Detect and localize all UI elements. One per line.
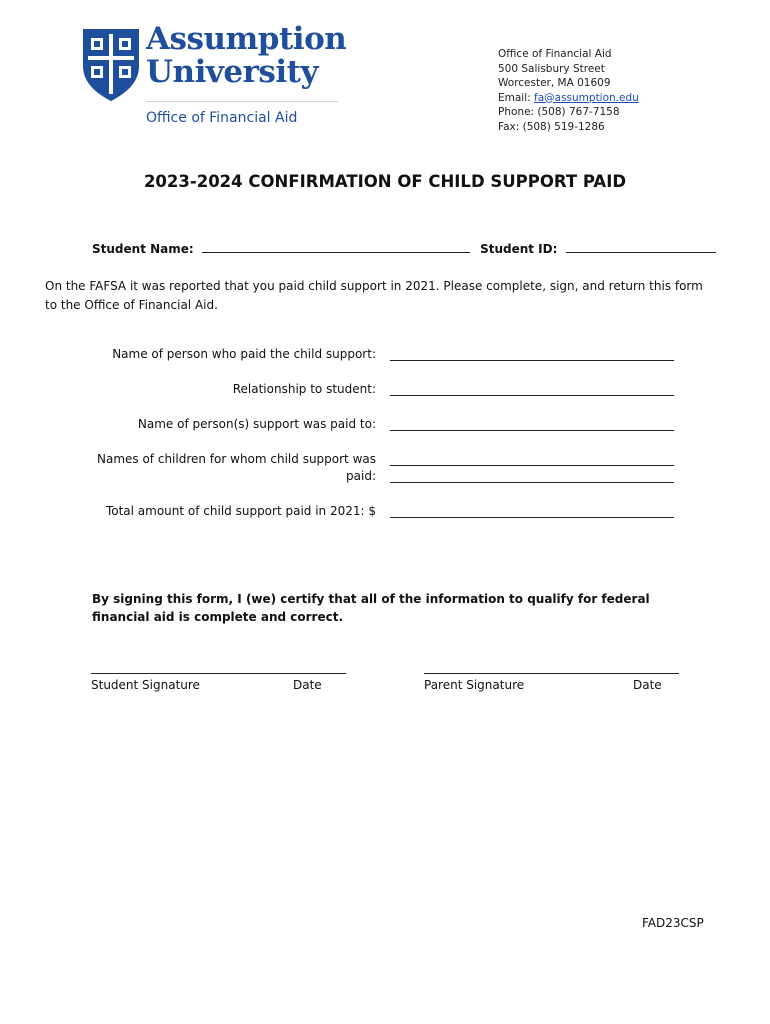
office-address-block xyxy=(498,47,639,135)
parent-signature-label: Parent Signature xyxy=(424,678,525,692)
recipient-name-field[interactable] xyxy=(390,430,674,431)
student-name-field[interactable] xyxy=(202,242,470,253)
logo-divider xyxy=(146,101,338,102)
address-street: 500 Salisbury Street xyxy=(498,62,605,75)
student-signature-label: Student Signature xyxy=(91,678,200,692)
parent-date-label: Date xyxy=(633,678,662,692)
relationship-label: Relationship to student: xyxy=(232,382,376,396)
address-email-row xyxy=(498,91,639,106)
instructions-paragraph: On the FAFSA it was reported that you paid child support in 2021. Please complete, sign, and return this form to the Office of Financial Aid. xyxy=(45,279,703,312)
payer-name-field[interactable] xyxy=(390,360,674,361)
email-label: Email: xyxy=(498,91,535,104)
address-city: Worcester, MA 01609 xyxy=(498,77,611,90)
total-amount-label: Total amount of child support paid in 2021: $ xyxy=(105,504,376,518)
address-fax: Fax: (508) 519-1286 xyxy=(498,120,605,133)
address-office: Office of Financial Aid xyxy=(498,48,612,60)
form-title: 2023-2024 CONFIRMATION OF CHILD SUPPORT PAID xyxy=(143,172,627,191)
form-code: FAD23CSP xyxy=(642,916,704,930)
student-name-label: Student Name: xyxy=(92,242,194,256)
student-date-label: Date xyxy=(293,678,322,692)
student-signature-line[interactable] xyxy=(91,673,346,674)
address-phone: Phone: (508) 767-7158 xyxy=(498,106,620,119)
relationship-field[interactable] xyxy=(390,395,674,396)
payer-name-label: Name of person who paid the child support: xyxy=(112,347,376,361)
university-logo xyxy=(82,21,347,134)
student-info-row xyxy=(92,242,716,256)
recipient-name-label: Name of person(s) support was paid to: xyxy=(137,417,376,431)
email-link[interactable]: fa@assumption.edu xyxy=(534,91,639,104)
children-names-label-line1: Names of children for whom child support was xyxy=(97,452,376,466)
logo-office-name: Office of Financial Aid xyxy=(146,110,298,126)
children-names-field-1[interactable] xyxy=(390,465,674,466)
student-id-field[interactable] xyxy=(566,242,716,253)
parent-signature-line[interactable] xyxy=(424,673,679,674)
shield-emblem-icon xyxy=(82,28,140,102)
certification-statement: By signing this form, I (we) certify that all of the information to qualify for federal financial aid is complete and correct. xyxy=(92,592,650,624)
student-id-label: Student ID: xyxy=(480,242,558,256)
logo-wordmark-line1: Assumption xyxy=(146,21,347,57)
children-names-label-line2: paid: xyxy=(346,469,376,483)
total-amount-field[interactable] xyxy=(390,517,674,518)
children-names-field-2[interactable] xyxy=(390,482,674,483)
logo-wordmark-line2: University xyxy=(146,54,318,90)
